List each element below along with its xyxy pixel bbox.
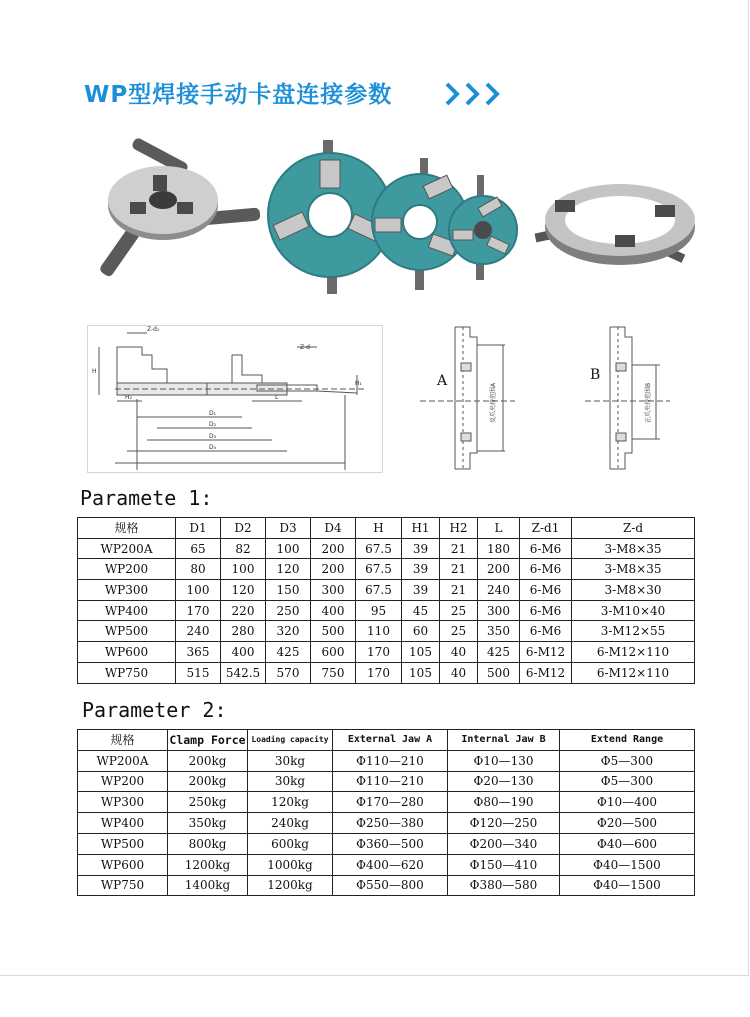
- table-row: [78, 750, 695, 771]
- table-cell: 120: [221, 580, 266, 601]
- table-cell: 200kg: [168, 750, 248, 771]
- chevron-right-icon: [443, 80, 507, 108]
- label-b: B: [590, 367, 601, 383]
- table-cell: 600kg: [248, 833, 333, 854]
- table-row: [78, 875, 695, 896]
- table-cell: 515: [176, 662, 221, 683]
- product-photos: [95, 130, 705, 305]
- label-h: H: [92, 368, 97, 375]
- label-h1: H₁: [355, 380, 362, 387]
- table-row: [78, 771, 695, 792]
- parameter1-header-cell: L: [478, 518, 520, 539]
- label-a: A: [437, 373, 448, 389]
- table-cell: 39: [402, 580, 440, 601]
- table-cell: 220: [221, 600, 266, 621]
- table-cell: Φ250—380: [333, 813, 448, 834]
- table-cell: Φ200—340: [448, 833, 560, 854]
- table-cell: Φ550—800: [333, 875, 448, 896]
- table-cell: WP600: [78, 642, 176, 663]
- parameter1-header-cell: D3: [266, 518, 311, 539]
- table-cell: WP400: [78, 813, 168, 834]
- label-d3: D₃: [209, 433, 217, 440]
- table-cell: 120kg: [248, 792, 333, 813]
- table-cell: WP600: [78, 854, 168, 875]
- table-cell: 21: [440, 580, 478, 601]
- label-d2: D₂: [209, 421, 217, 428]
- table-row: [78, 792, 695, 813]
- table-cell: 240: [478, 580, 520, 601]
- table-cell: 25: [440, 621, 478, 642]
- table-row: [78, 813, 695, 834]
- table-cell: Φ400—620: [333, 854, 448, 875]
- external-jaw-drawing: [415, 323, 537, 473]
- parameter1-header-cell: H: [356, 518, 402, 539]
- table-row: [78, 621, 695, 642]
- label-b-range: 正爪夹持范围B: [645, 382, 652, 423]
- table-cell: 200: [311, 538, 356, 559]
- label-l: L: [275, 394, 279, 401]
- parameter1-heading: Paramete 1:: [80, 486, 213, 510]
- table-cell: 365: [176, 642, 221, 663]
- table-cell: 45: [402, 600, 440, 621]
- table-cell: 6-M12×110: [572, 642, 695, 663]
- table-cell: 6-M6: [520, 559, 572, 580]
- table-cell: 400: [311, 600, 356, 621]
- table-cell: WP400: [78, 600, 176, 621]
- label-a-range: 反爪夹持范围A: [490, 382, 497, 423]
- table-cell: 240kg: [248, 813, 333, 834]
- table-cell: Φ80—190: [448, 792, 560, 813]
- table-cell: 425: [478, 642, 520, 663]
- chuck-dimension-drawing: [87, 325, 383, 473]
- table-cell: 80: [176, 559, 221, 580]
- table-cell: Φ10—130: [448, 750, 560, 771]
- parameter1-header-cell: D2: [221, 518, 266, 539]
- table-cell: 6-M6: [520, 621, 572, 642]
- table-cell: 65: [176, 538, 221, 559]
- chuck-photo-grey-ring: [535, 184, 695, 265]
- table-cell: 30kg: [248, 771, 333, 792]
- table-cell: WP500: [78, 621, 176, 642]
- table-cell: Φ5—300: [560, 771, 695, 792]
- table-cell: 21: [440, 538, 478, 559]
- table-cell: 60: [402, 621, 440, 642]
- internal-jaw-drawing: [580, 323, 702, 473]
- table-row: [78, 642, 695, 663]
- table-cell: 250: [266, 600, 311, 621]
- parameter1-header-cell: Z-d: [572, 518, 695, 539]
- table-cell: 200: [311, 559, 356, 580]
- table-cell: 350kg: [168, 813, 248, 834]
- table-cell: 100: [266, 538, 311, 559]
- table-cell: Φ170—280: [333, 792, 448, 813]
- parameter2-heading: Parameter 2:: [82, 698, 227, 722]
- table-cell: 350: [478, 621, 520, 642]
- table-cell: 3-M8×30: [572, 580, 695, 601]
- table-row: [78, 833, 695, 854]
- label-z-d: Z-d: [300, 344, 310, 351]
- parameter1-table: [77, 517, 695, 684]
- table-cell: 1000kg: [248, 854, 333, 875]
- label-d4: D₄: [209, 444, 217, 451]
- chuck-photo-grey-small: [98, 137, 260, 278]
- table-cell: 3-M8×35: [572, 538, 695, 559]
- table-row: [78, 600, 695, 621]
- table-cell: 500: [478, 662, 520, 683]
- table-row: [78, 662, 695, 683]
- table-cell: Φ110—210: [333, 771, 448, 792]
- table-cell: Φ110—210: [333, 750, 448, 771]
- label-h2: H₂: [125, 394, 132, 401]
- table-cell: Φ120—250: [448, 813, 560, 834]
- table-cell: WP200: [78, 559, 176, 580]
- label-d1: D₁: [209, 410, 217, 417]
- table-cell: WP750: [78, 662, 176, 683]
- table-cell: Φ380—580: [448, 875, 560, 896]
- table-cell: WP750: [78, 875, 168, 896]
- table-cell: 750: [311, 662, 356, 683]
- parameter2-header-cell: Extend Range: [560, 730, 695, 751]
- table-cell: 21: [440, 559, 478, 580]
- table-cell: 1200kg: [248, 875, 333, 896]
- table-cell: 170: [176, 600, 221, 621]
- chuck-photo-teal-small: [449, 175, 517, 280]
- table-cell: 100: [176, 580, 221, 601]
- table-cell: 800kg: [168, 833, 248, 854]
- table-cell: 40: [440, 662, 478, 683]
- table-cell: Φ10—400: [560, 792, 695, 813]
- table-cell: Φ150—410: [448, 854, 560, 875]
- table-cell: 280: [221, 621, 266, 642]
- table-cell: 542.5: [221, 662, 266, 683]
- table-cell: WP300: [78, 792, 168, 813]
- parameter2-header-cell: External Jaw A: [333, 730, 448, 751]
- table-cell: 200: [478, 559, 520, 580]
- table-cell: Φ40—600: [560, 833, 695, 854]
- table-row: [78, 559, 695, 580]
- table-cell: 6-M12: [520, 662, 572, 683]
- table-cell: 40: [440, 642, 478, 663]
- table-cell: 170: [356, 662, 402, 683]
- table-cell: 82: [221, 538, 266, 559]
- table-cell: 25: [440, 600, 478, 621]
- table-cell: 6-M6: [520, 600, 572, 621]
- table-cell: WP200: [78, 771, 168, 792]
- table-row: [78, 580, 695, 601]
- parameter1-header-cell: Z-d1: [520, 518, 572, 539]
- table-cell: WP200A: [78, 538, 176, 559]
- table-cell: 6-M6: [520, 580, 572, 601]
- table-cell: 400: [221, 642, 266, 663]
- parameter1-header-cell: D4: [311, 518, 356, 539]
- table-cell: 500: [311, 621, 356, 642]
- table-cell: 67.5: [356, 559, 402, 580]
- table-cell: 180: [478, 538, 520, 559]
- parameter2-header-cell: Clamp Force: [168, 730, 248, 751]
- table-cell: 250kg: [168, 792, 248, 813]
- table-cell: Φ360—500: [333, 833, 448, 854]
- table-cell: 6-M12×110: [572, 662, 695, 683]
- table-cell: 105: [402, 662, 440, 683]
- table-cell: 150: [266, 580, 311, 601]
- parameter2-header-cell: Internal Jaw B: [448, 730, 560, 751]
- table-cell: 300: [311, 580, 356, 601]
- table-cell: 425: [266, 642, 311, 663]
- table-cell: 30kg: [248, 750, 333, 771]
- parameter1-header-cell: H1: [402, 518, 440, 539]
- table-cell: 3-M10×40: [572, 600, 695, 621]
- parameter2-header-cell: Loading capacity: [248, 730, 333, 751]
- table-cell: 39: [402, 559, 440, 580]
- table-cell: Φ20—500: [560, 813, 695, 834]
- table-cell: 39: [402, 538, 440, 559]
- table-cell: 600: [311, 642, 356, 663]
- table-cell: 1400kg: [168, 875, 248, 896]
- table-cell: WP200A: [78, 750, 168, 771]
- table-cell: 300: [478, 600, 520, 621]
- table-cell: WP300: [78, 580, 176, 601]
- table-cell: 110: [356, 621, 402, 642]
- table-cell: 67.5: [356, 538, 402, 559]
- table-cell: Φ20—130: [448, 771, 560, 792]
- parameter2-table: [77, 729, 695, 896]
- table-cell: 240: [176, 621, 221, 642]
- table-cell: Φ40—1500: [560, 875, 695, 896]
- table-cell: Φ5—300: [560, 750, 695, 771]
- table-cell: 3-M12×55: [572, 621, 695, 642]
- table-cell: 67.5: [356, 580, 402, 601]
- table-cell: WP500: [78, 833, 168, 854]
- parameter1-header-cell: H2: [440, 518, 478, 539]
- table-cell: 200kg: [168, 771, 248, 792]
- parameter2-header-cell: 规格: [78, 730, 168, 751]
- table-cell: 6-M6: [520, 538, 572, 559]
- table-row: [78, 538, 695, 559]
- table-cell: 120: [266, 559, 311, 580]
- table-cell: Φ40—1500: [560, 854, 695, 875]
- table-row: [78, 854, 695, 875]
- table-cell: 320: [266, 621, 311, 642]
- parameter2-header-row: [78, 730, 695, 751]
- table-cell: 100: [221, 559, 266, 580]
- table-cell: 570: [266, 662, 311, 683]
- parameter1-header-row: [78, 518, 695, 539]
- parameter1-header-cell: 规格: [78, 518, 176, 539]
- label-z-d1: Z-d₁: [147, 326, 160, 333]
- table-cell: 6-M12: [520, 642, 572, 663]
- parameter1-header-cell: D1: [176, 518, 221, 539]
- table-cell: 170: [356, 642, 402, 663]
- table-cell: 95: [356, 600, 402, 621]
- table-cell: 1200kg: [168, 854, 248, 875]
- page-title: WP型焊接手动卡盘连接参数: [84, 82, 393, 108]
- table-cell: 3-M8×35: [572, 559, 695, 580]
- table-cell: 105: [402, 642, 440, 663]
